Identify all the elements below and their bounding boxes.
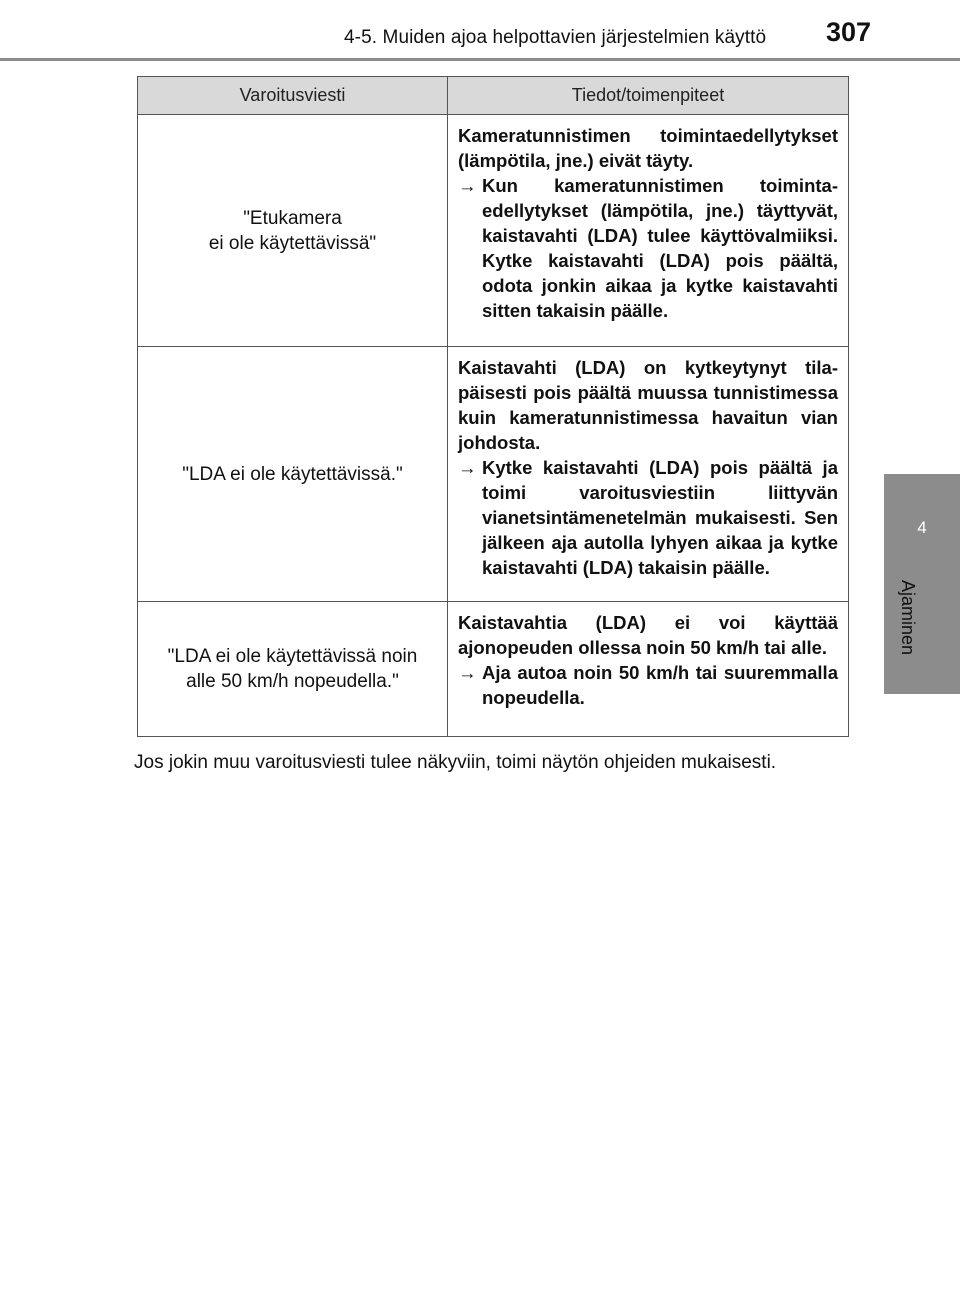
details-description: Kaistavahti (LDA) on kytkeytynyt tilapäisesti pois päältä muussa tunnistimessa kuin kameratunnistimessa havaitun vian johdosta.	[458, 357, 838, 453]
page-number: 307	[826, 17, 872, 47]
chapter-number: 4	[917, 518, 927, 537]
section-title: 4-5. Muiden ajoa helpottavien järjestelmien käyttö	[344, 27, 767, 48]
table-row	[138, 347, 849, 602]
details-cell	[448, 115, 849, 347]
details-description: Kaistavahtia (LDA) ei voi käyttää ajonopeuden ollessa noin 50 km/h tai alle.	[458, 612, 838, 658]
table-header-row	[138, 77, 849, 115]
warning-message-table	[137, 76, 849, 737]
action-text: Aja autoa noin 50 km/h tai suuremmalla nopeudella.	[482, 662, 838, 708]
table-row	[138, 602, 849, 737]
warning-message-line: ei ole käytettävissä"	[208, 232, 377, 254]
action-instruction	[458, 660, 838, 710]
warning-message-line: alle 50 km/h nopeudella."	[186, 671, 399, 692]
action-text: Kytke kaistavahti (LDA) pois päältä ja toimi varoitusviestiin liittyvän vianetsintämenetelmän mukaisesti. Sen jälkeen aja autolla lyhyen aikaa ja kytke kaistavahti (LDA) takaisin päälle.	[482, 457, 838, 578]
footer-note: Jos jokin muu varoitusviesti tulee näkyviin, toimi näytön ohjeiden mukaisesti.	[134, 752, 777, 773]
warning-message-cell	[138, 115, 448, 347]
action-text: Kun kameratunnistimen toimintaedellytykset (lämpötila, jne.) täyttyvät, kaistavahti (LDA) tulee käyttövalmiiksi. Kytke kaistavahti (LDA) pois päältä, odota jonkin aikaa ja kytke kaistavahti sitten takaisin päälle.	[482, 175, 838, 321]
header-divider	[0, 58, 960, 61]
arrow-right-icon: →	[458, 662, 477, 683]
chapter-title: Ajaminen	[898, 580, 918, 656]
action-instruction	[458, 173, 838, 323]
warning-message-line: "LDA ei ole käytettävissä noin	[167, 646, 418, 667]
details-cell	[448, 602, 849, 737]
warning-message-cell	[138, 347, 448, 602]
warning-message-line: "Etukamera	[243, 207, 342, 229]
column-header-details: Tiedot/toimenpiteet	[448, 77, 849, 115]
arrow-right-icon: →	[458, 175, 477, 196]
action-instruction	[458, 455, 838, 580]
details-description: Kameratunnistimen toimintaedellytykset (lämpötila, jne.) eivät täyty.	[458, 125, 838, 171]
arrow-right-icon: →	[458, 457, 477, 478]
table-row	[138, 115, 849, 347]
warning-message-cell	[138, 602, 448, 737]
details-cell	[448, 347, 849, 602]
column-header-message: Varoitusviesti	[138, 77, 448, 115]
warning-message-line: "LDA ei ole käytettävissä."	[182, 463, 403, 485]
